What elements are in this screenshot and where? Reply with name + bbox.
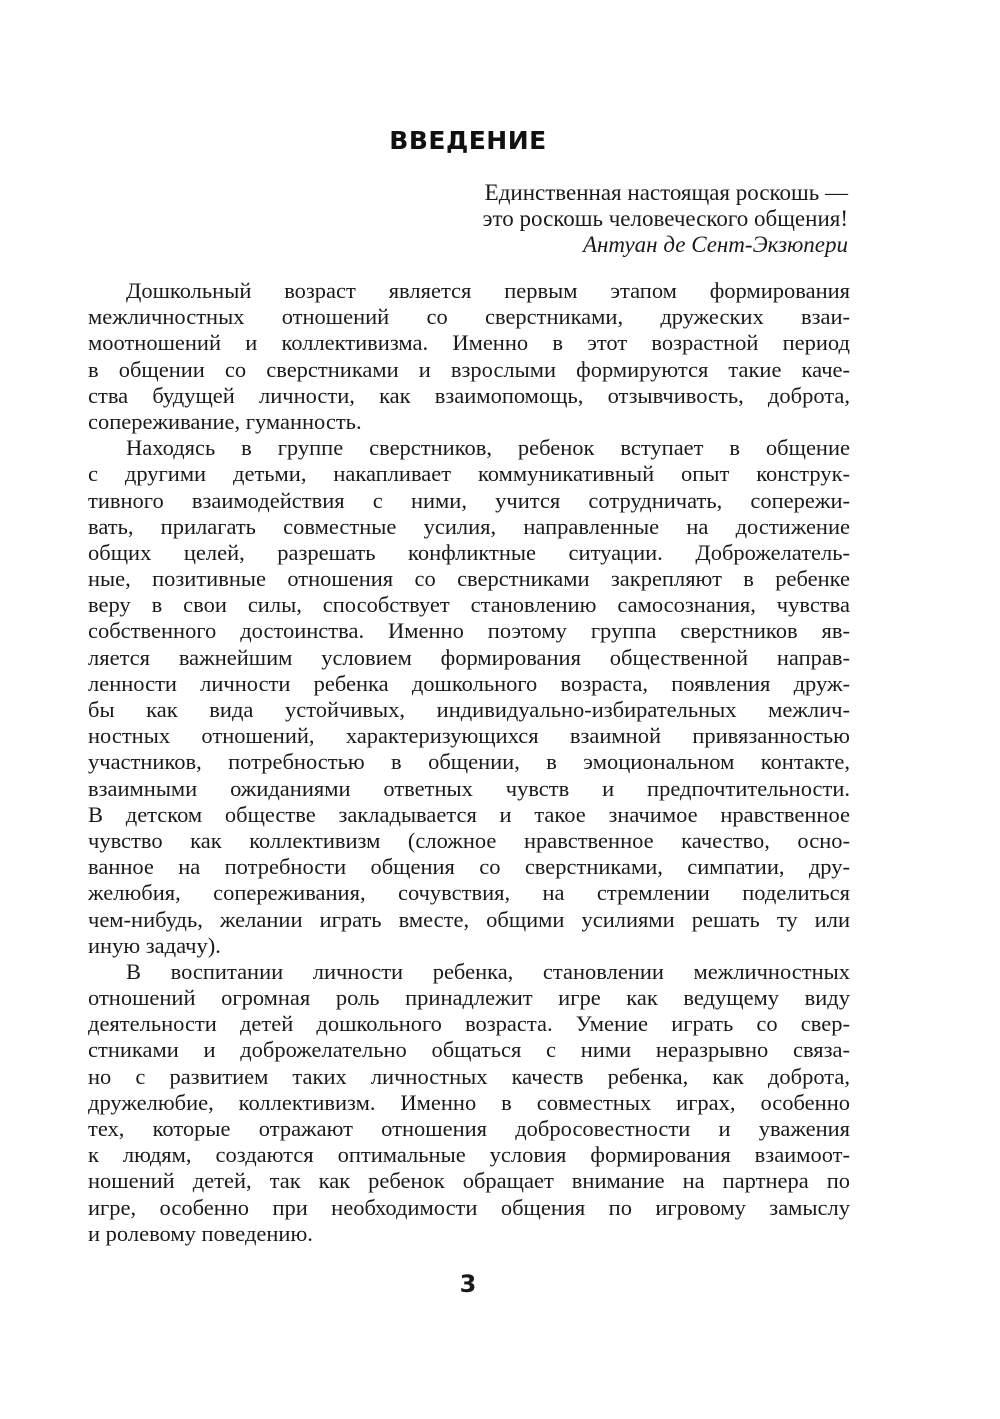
text-line: иную задачу). bbox=[88, 932, 221, 958]
page-number: 3 bbox=[459, 1270, 477, 1298]
epigraph-line: это роскошь человеческого общения! bbox=[482, 206, 848, 231]
text-line: дружелюбие, коллективизм. Именно в совместных играх, особенно bbox=[88, 1089, 850, 1115]
text-line: в общении со сверстниками и взрослыми формируются такие каче- bbox=[88, 356, 850, 382]
text-line: сопереживание, гуманность. bbox=[88, 408, 362, 434]
text-line: игре, особенно при необходимости общения по игровому замыслу bbox=[88, 1194, 850, 1220]
text-line: В детском обществе закладывается и такое значимое нравственное bbox=[88, 801, 850, 827]
text-line: но с развитием таких личностных качеств ребенка, как доброта, bbox=[88, 1063, 850, 1089]
text-line: с другими детьми, накапливает коммуникативный опыт конструк- bbox=[88, 461, 850, 487]
text-line: к людям, создаются оптимальные условия формирования взаимоот- bbox=[88, 1142, 850, 1168]
page-title: ВВЕДЕНИЕ bbox=[389, 126, 547, 155]
paragraph bbox=[88, 435, 850, 959]
paragraph bbox=[88, 959, 850, 1247]
epigraph-author: Антуан де Сент-Экзюпери bbox=[582, 232, 848, 257]
text-line: ленности личности ребенка дошкольного возраста, появления друж- bbox=[88, 670, 850, 696]
text-line: чувство как коллективизм (сложное нравственное качество, осно- bbox=[88, 827, 850, 853]
text-line: ношений детей, так как ребенок обращает внимание на партнера по bbox=[88, 1168, 850, 1194]
text-line: ляется важнейшим условием формирования общественной направ- bbox=[88, 644, 850, 670]
text-line: ванное на потребности общения со сверстниками, симпатии, дру- bbox=[88, 854, 850, 880]
text-line: участников, потребностью в общении, в эмоциональном контакте, bbox=[88, 749, 850, 775]
paragraph bbox=[88, 278, 850, 435]
epigraph-line: Единственная настоящая роскошь — bbox=[484, 180, 848, 205]
text-line: отношений огромная роль принадлежит игре как ведущему виду bbox=[88, 985, 850, 1011]
text-line: Дошкольный возраст является первым этапом формирования bbox=[126, 278, 850, 303]
text-line: бы как вида устойчивых, индивидуально-избирательных межлич- bbox=[88, 697, 850, 722]
text-line: собственного достоинства. Именно поэтому группа сверстников яв- bbox=[88, 618, 850, 644]
text-line: тивного взаимодействия с ними, учится сотрудничать, сопережи- bbox=[88, 487, 850, 513]
text-line: Находясь в группе сверстников, ребенок вступает в общение bbox=[126, 435, 850, 461]
text-line: и ролевому поведению. bbox=[88, 1220, 313, 1246]
text-line: тех, которые отражают отношения добросовестности и уважения bbox=[88, 1116, 850, 1141]
text-line: ностных отношений, характеризующихся взаимной привязанностью bbox=[88, 723, 850, 749]
text-line: вать, прилагать совместные усилия, направленные на достижение bbox=[88, 513, 850, 539]
text-line: моотношений и коллективизма. Именно в этот возрастной период bbox=[88, 330, 850, 356]
text-line: веру в свои силы, способствует становлению самосознания, чувства bbox=[88, 592, 850, 618]
text-line: взаимными ожиданиями ответных чувств и предпочтительности. bbox=[88, 775, 850, 801]
text-line: межличностных отношений со сверстниками, дружеских взаи- bbox=[88, 304, 850, 330]
body-text bbox=[88, 278, 850, 1247]
text-line: ные, позитивные отношения со сверстниками закрепляют в ребенке bbox=[88, 566, 850, 592]
text-line: деятельности детей дошкольного возраста. Умение играть со свер- bbox=[88, 1011, 850, 1037]
epigraph bbox=[483, 180, 848, 258]
text-line: чем-нибудь, желании играть вместе, общими усилиями решать ту или bbox=[88, 906, 850, 932]
text-line: ства будущей личности, как взаимопомощь, отзывчивость, доброта, bbox=[88, 382, 850, 408]
text-line: стниками и доброжелательно общаться с ними неразрывно связа- bbox=[88, 1037, 850, 1063]
text-line: желюбия, сопереживания, сочувствия, на стремлении поделиться bbox=[88, 880, 850, 906]
text-line: общих целей, разрешать конфликтные ситуации. Доброжелатель- bbox=[88, 539, 850, 565]
text-line: В воспитании личности ребенка, становлении межличностных bbox=[126, 958, 850, 984]
